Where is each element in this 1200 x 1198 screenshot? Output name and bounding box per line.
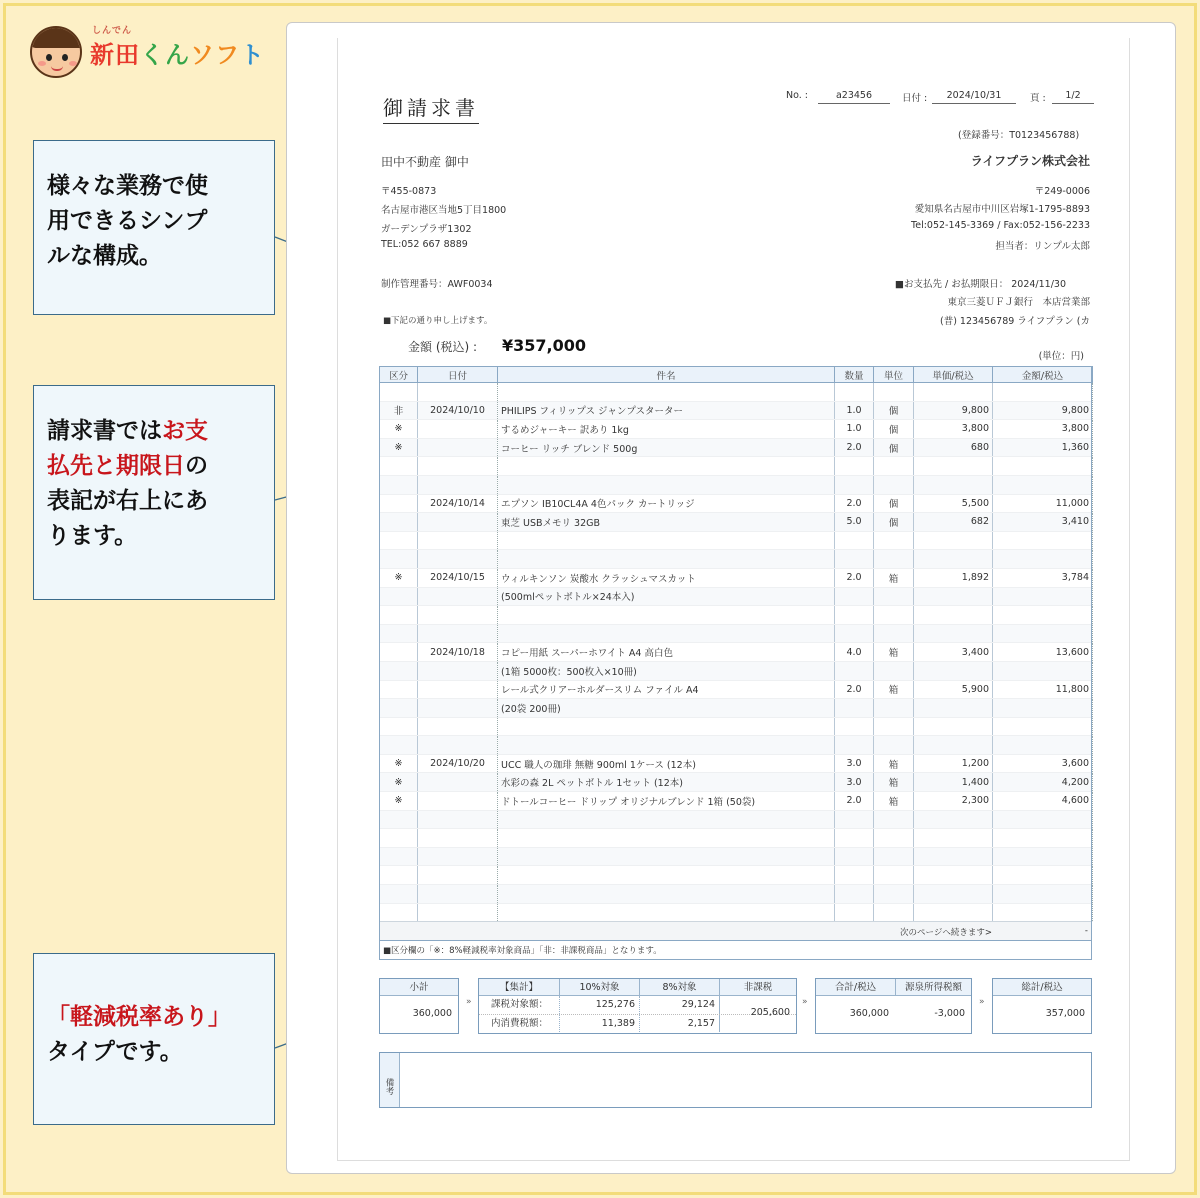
- greeting: ■下記の通り申し上げます。: [383, 316, 493, 326]
- nontax-value: 205,600: [750, 1007, 790, 1018]
- table-cell: [835, 531, 874, 550]
- client-name: 田中不動産 御中: [381, 155, 469, 169]
- table-cell: [835, 606, 874, 625]
- table-cell: 2.0: [835, 438, 874, 457]
- table-cell: [874, 810, 914, 829]
- table-cell: [874, 531, 914, 550]
- company-address: 愛知県名古屋市中川区岩塚1-1795-8893: [914, 204, 1090, 215]
- table-row: [380, 438, 1093, 457]
- table-cell: [874, 661, 914, 680]
- table-cell: [835, 810, 874, 829]
- table-cell: [914, 810, 993, 829]
- table-cell: (20袋 200冊): [498, 699, 835, 718]
- subtotal-box: 小計 360,000: [379, 978, 459, 1034]
- table-cell: [914, 699, 993, 718]
- table-cell: 9,800: [993, 401, 1093, 420]
- table-cell: [498, 383, 835, 402]
- table-cell: 個: [874, 438, 914, 457]
- table-cell: 3,600: [993, 754, 1093, 773]
- table-cell: [498, 736, 835, 755]
- table-cell: [835, 587, 874, 606]
- tax-breakdown-box: 【集計】 10%対象 8%対象 非課税 課税対象額： 125,276 29,124 内消費税額： 11,389 2,157 205,600: [478, 978, 797, 1034]
- table-cell: 水彩の森 2L ペットボトル 1セット (12本): [498, 773, 835, 792]
- table-row: [380, 550, 1093, 569]
- table-cell: [993, 624, 1093, 643]
- company-person: 担当者：リンプル太郎: [995, 241, 1090, 252]
- table-cell: [914, 624, 993, 643]
- table-row: [380, 903, 1093, 922]
- table-cell: 箱: [874, 754, 914, 773]
- table-cell: [418, 792, 498, 811]
- table-row: [380, 885, 1093, 904]
- table-row: [380, 773, 1093, 792]
- table-cell: 4,200: [993, 773, 1093, 792]
- table-cell: 680: [914, 438, 993, 457]
- client-address: 名古屋市港区当地5丁目1800: [381, 205, 507, 216]
- table-cell: 1.0: [835, 401, 874, 420]
- table-cell: [418, 736, 498, 755]
- tax-note: ■区分欄の「※：8%軽減税率対象商品」「非：非課税商品」となります。: [383, 946, 662, 956]
- table-cell: レール式クリアーホルダースリム ファイル A4: [498, 680, 835, 699]
- table-cell: 個: [874, 420, 914, 439]
- table-cell: 3,400: [914, 643, 993, 662]
- table-cell: [914, 587, 993, 606]
- table-cell: [914, 903, 993, 922]
- table-row: [380, 829, 1093, 848]
- client-building: ガーデンプラザ1302: [381, 224, 472, 235]
- payment-bank: 東京三菱ＵＦＪ銀行 本店営業部: [947, 297, 1090, 308]
- column-header: 日付: [418, 367, 498, 383]
- invoice-date: 2024/10/31: [932, 88, 1016, 104]
- table-cell: 9,800: [914, 401, 993, 420]
- table-cell: [874, 885, 914, 904]
- table-row: [380, 401, 1093, 420]
- table-cell: (1箱 5000枚：500枚入×10冊): [498, 661, 835, 680]
- table-cell: [874, 847, 914, 866]
- table-cell: [418, 606, 498, 625]
- table-cell: 3.0: [835, 773, 874, 792]
- table-cell: ※: [380, 438, 418, 457]
- table-cell: [380, 661, 418, 680]
- table-cell: [914, 457, 993, 476]
- table-row: [380, 457, 1093, 476]
- table-cell: [835, 866, 874, 885]
- table-cell: 個: [874, 513, 914, 532]
- table-cell: コーヒー リッチ ブレンド 500g: [498, 438, 835, 457]
- table-cell: 2.0: [835, 680, 874, 699]
- arrow-1: »: [466, 997, 472, 1007]
- table-cell: [380, 699, 418, 718]
- logo-text: 新田くんソフト: [90, 40, 265, 69]
- table-cell: [835, 885, 874, 904]
- table-cell: [835, 475, 874, 494]
- no-label: No. :: [786, 90, 808, 101]
- table-cell: [418, 624, 498, 643]
- table-cell: 3,784: [993, 568, 1093, 587]
- table-cell: [418, 829, 498, 848]
- table-cell: 1,360: [993, 438, 1093, 457]
- table-cell: 個: [874, 494, 914, 513]
- table-cell: 1,200: [914, 754, 993, 773]
- table-cell: 13,600: [993, 643, 1093, 662]
- table-row: [380, 624, 1093, 643]
- table-cell: [380, 829, 418, 848]
- line-items-table: [379, 366, 1093, 922]
- table-cell: 箱: [874, 773, 914, 792]
- table-cell: [380, 383, 418, 402]
- client-tel: TEL:052 667 8889: [381, 239, 468, 250]
- table-cell: [993, 810, 1093, 829]
- table-cell: [993, 847, 1093, 866]
- table-cell: 3,800: [993, 420, 1093, 439]
- table-cell: [380, 475, 418, 494]
- table-cell: [914, 606, 993, 625]
- table-cell: [874, 383, 914, 402]
- total-value: 360,000: [849, 1008, 889, 1019]
- table-row: [380, 847, 1093, 866]
- table-cell: [874, 457, 914, 476]
- date-label: 日付 :: [902, 93, 928, 104]
- column-header: 単価/税込: [914, 367, 993, 383]
- table-cell: 3,800: [914, 420, 993, 439]
- table-cell: [380, 736, 418, 755]
- table-cell: [380, 680, 418, 699]
- next-page-dash: -: [1084, 926, 1088, 936]
- table-cell: 箱: [874, 680, 914, 699]
- remarks-label: 備考: [380, 1053, 400, 1107]
- table-row: [380, 475, 1093, 494]
- table-cell: [993, 531, 1093, 550]
- table-cell: (500mlペットボトル×24本入): [498, 587, 835, 606]
- table-cell: [498, 847, 835, 866]
- table-cell: [498, 475, 835, 494]
- arrow-2: »: [802, 997, 808, 1007]
- table-cell: 5,500: [914, 494, 993, 513]
- table-cell: [418, 866, 498, 885]
- table-cell: [380, 587, 418, 606]
- table-cell: [874, 829, 914, 848]
- table-cell: 5.0: [835, 513, 874, 532]
- table-cell: [498, 810, 835, 829]
- table-cell: 2.0: [835, 568, 874, 587]
- table-cell: [380, 457, 418, 476]
- table-cell: [418, 810, 498, 829]
- table-cell: [993, 866, 1093, 885]
- invoice-title: 御請求書: [383, 92, 479, 124]
- table-cell: 1,400: [914, 773, 993, 792]
- table-cell: 箱: [874, 643, 914, 662]
- table-cell: [874, 736, 914, 755]
- table-cell: [874, 717, 914, 736]
- table-cell: ドトールコーヒー ドリップ オリジナルブレンド 1箱 (50袋): [498, 792, 835, 811]
- table-cell: 2024/10/14: [418, 494, 498, 513]
- table-cell: 682: [914, 513, 993, 532]
- table-cell: 5,900: [914, 680, 993, 699]
- table-cell: [835, 847, 874, 866]
- table-cell: [418, 513, 498, 532]
- table-cell: 2,300: [914, 792, 993, 811]
- table-cell: [498, 866, 835, 885]
- table-cell: [835, 550, 874, 569]
- table-cell: [914, 475, 993, 494]
- table-cell: [418, 420, 498, 439]
- table-cell: 1.0: [835, 420, 874, 439]
- table-row: [380, 531, 1093, 550]
- table-cell: 2024/10/20: [418, 754, 498, 773]
- table-cell: PHILIPS フィリップス ジャンプスターター: [498, 401, 835, 420]
- unit-note: (単位：円): [1038, 351, 1084, 362]
- table-cell: [993, 736, 1093, 755]
- table-cell: [914, 866, 993, 885]
- table-row: [380, 420, 1093, 439]
- company-name: ライフプラン株式会社: [970, 154, 1090, 168]
- table-cell: 東芝 USBメモリ 32GB: [498, 513, 835, 532]
- table-cell: 箱: [874, 792, 914, 811]
- company-tel: Tel:052-145-3369 / Fax:052-156-2233: [911, 220, 1090, 231]
- callout-simple: 様々な業務で使 用できるシンプ ルな構成。: [33, 140, 275, 315]
- table-cell: [380, 885, 418, 904]
- client-zip: 〒455-0873: [381, 186, 437, 197]
- table-cell: [498, 550, 835, 569]
- table-cell: 3.0: [835, 754, 874, 773]
- amount-total: ¥357,000: [502, 336, 587, 355]
- table-cell: 非: [380, 401, 418, 420]
- table-cell: [835, 903, 874, 922]
- table-cell: [418, 680, 498, 699]
- table-cell: [418, 773, 498, 792]
- table-cell: [498, 624, 835, 643]
- column-header: 件名: [498, 367, 835, 383]
- table-row: [380, 810, 1093, 829]
- table-row: [380, 754, 1093, 773]
- table-cell: 2024/10/10: [418, 401, 498, 420]
- table-cell: [914, 550, 993, 569]
- table-cell: 箱: [874, 568, 914, 587]
- table-cell: 2024/10/15: [418, 568, 498, 587]
- table-cell: [835, 624, 874, 643]
- table-row: [380, 736, 1093, 755]
- table-cell: [418, 438, 498, 457]
- table-cell: 4,600: [993, 792, 1093, 811]
- column-header: 金額/税込: [993, 367, 1093, 383]
- table-cell: [380, 866, 418, 885]
- table-cell: [380, 513, 418, 532]
- table-cell: ※: [380, 773, 418, 792]
- withhold-value: -3,000: [934, 1008, 965, 1019]
- table-cell: [498, 717, 835, 736]
- next-page-row: [379, 921, 1092, 941]
- table-cell: [914, 717, 993, 736]
- table-cell: ウィルキンソン 炭酸水 クラッシュマスカット: [498, 568, 835, 587]
- table-cell: [993, 587, 1093, 606]
- management-number: 制作管理番号：AWF0034: [381, 279, 493, 290]
- table-cell: [380, 717, 418, 736]
- table-row: [380, 568, 1093, 587]
- table-cell: UCC 職人の珈琲 無糖 900ml 1ケース (12本): [498, 754, 835, 773]
- table-cell: 2.0: [835, 494, 874, 513]
- table-cell: ※: [380, 754, 418, 773]
- table-cell: 2.0: [835, 792, 874, 811]
- column-header: 区分: [380, 367, 418, 383]
- table-cell: [498, 829, 835, 848]
- table-row: [380, 866, 1093, 885]
- table-cell: [418, 457, 498, 476]
- table-cell: [835, 717, 874, 736]
- table-cell: 2024/10/18: [418, 643, 498, 662]
- grand-total-value: 357,000: [1045, 1008, 1085, 1019]
- registration-number: (登録番号：T0123456788): [958, 130, 1080, 141]
- table-cell: [993, 475, 1093, 494]
- table-cell: [498, 885, 835, 904]
- table-cell: [380, 643, 418, 662]
- table-cell: [498, 903, 835, 922]
- table-cell: [498, 531, 835, 550]
- table-cell: [835, 829, 874, 848]
- table-cell: [993, 699, 1093, 718]
- table-cell: [874, 606, 914, 625]
- total-box: 合計/税込 源泉所得税額 360,000 -3,000: [815, 978, 972, 1034]
- table-cell: [418, 699, 498, 718]
- logo-ruby: しんでん: [92, 25, 133, 36]
- table-cell: [993, 717, 1093, 736]
- amount-label: 金額 (税込) :: [408, 340, 478, 354]
- table-row: [380, 643, 1093, 662]
- table-row: [380, 792, 1093, 811]
- table-cell: [914, 661, 993, 680]
- table-cell: [418, 847, 498, 866]
- table-cell: [993, 606, 1093, 625]
- table-cell: [380, 531, 418, 550]
- table-cell: 1,892: [914, 568, 993, 587]
- table-row: [380, 661, 1093, 680]
- subtotal-value: 360,000: [412, 1008, 452, 1019]
- table-cell: [418, 717, 498, 736]
- invoice-number: a23456: [818, 88, 890, 104]
- page-label: 頁 :: [1030, 93, 1046, 104]
- table-cell: 11,000: [993, 494, 1093, 513]
- table-cell: [418, 550, 498, 569]
- table-header: [380, 367, 1093, 383]
- table-row: [380, 680, 1093, 699]
- table-cell: [418, 383, 498, 402]
- table-cell: [914, 829, 993, 848]
- table-cell: [835, 661, 874, 680]
- table-cell: [874, 903, 914, 922]
- table-cell: [835, 736, 874, 755]
- table-cell: コピー用紙 スーパーホワイト A4 高白色: [498, 643, 835, 662]
- table-cell: [993, 885, 1093, 904]
- table-cell: [874, 475, 914, 494]
- table-cell: 4.0: [835, 643, 874, 662]
- table-cell: ※: [380, 420, 418, 439]
- table-cell: [418, 475, 498, 494]
- table-cell: するめジャーキー 訳あり 1kg: [498, 420, 835, 439]
- table-cell: [993, 550, 1093, 569]
- next-page-note: 次のページへ続きます>: [900, 928, 992, 938]
- table-cell: 3,410: [993, 513, 1093, 532]
- table-cell: [993, 457, 1093, 476]
- table-cell: [418, 531, 498, 550]
- table-cell: ※: [380, 792, 418, 811]
- table-cell: [914, 885, 993, 904]
- table-cell: [874, 587, 914, 606]
- remarks-box: [379, 1052, 1092, 1108]
- company-zip: 〒249-0006: [1034, 186, 1090, 197]
- table-cell: [874, 550, 914, 569]
- table-cell: [380, 624, 418, 643]
- table-cell: 11,800: [993, 680, 1093, 699]
- table-cell: [380, 847, 418, 866]
- table-cell: [993, 661, 1093, 680]
- table-cell: [498, 457, 835, 476]
- table-cell: [380, 550, 418, 569]
- table-cell: [993, 383, 1093, 402]
- table-cell: [914, 531, 993, 550]
- table-cell: [418, 661, 498, 680]
- table-cell: [914, 383, 993, 402]
- column-header: 単位: [874, 367, 914, 383]
- callout-reduced-tax: 「軽減税率あり」 タイプです。: [33, 953, 275, 1125]
- table-row: [380, 383, 1093, 402]
- table-cell: [835, 699, 874, 718]
- table-cell: [380, 606, 418, 625]
- table-cell: [835, 457, 874, 476]
- callout-payment: 請求書ではお支 払先と期限日の 表記が右上にあ ります。: [33, 385, 275, 600]
- table-cell: [874, 866, 914, 885]
- grand-total-box: 総計/税込 357,000: [992, 978, 1092, 1034]
- table-row: [380, 699, 1093, 718]
- table-row: [380, 606, 1093, 625]
- table-row: [380, 587, 1093, 606]
- table-cell: [380, 494, 418, 513]
- table-cell: 個: [874, 401, 914, 420]
- table-cell: [914, 736, 993, 755]
- page-number: 1/2: [1052, 88, 1094, 104]
- column-header: 数量: [835, 367, 874, 383]
- payment-account: (普) 123456789 ライフプラン (カ: [939, 316, 1090, 327]
- table-row: [380, 494, 1093, 513]
- table-cell: [380, 810, 418, 829]
- table-cell: [874, 699, 914, 718]
- table-cell: [835, 383, 874, 402]
- table-row: [380, 717, 1093, 736]
- table-cell: [380, 903, 418, 922]
- table-cell: [418, 903, 498, 922]
- table-cell: [993, 829, 1093, 848]
- table-cell: [993, 903, 1093, 922]
- table-cell: [418, 587, 498, 606]
- table-row: [380, 513, 1093, 532]
- table-cell: [498, 606, 835, 625]
- table-cell: ※: [380, 568, 418, 587]
- payment-due: ■お支払先 / お払期限日： 2024/11/30: [895, 279, 1067, 290]
- table-cell: [418, 885, 498, 904]
- table-cell: [914, 847, 993, 866]
- arrow-3: »: [979, 997, 985, 1007]
- table-cell: エプソン IB10CL4A 4色パック カートリッジ: [498, 494, 835, 513]
- table-cell: [874, 624, 914, 643]
